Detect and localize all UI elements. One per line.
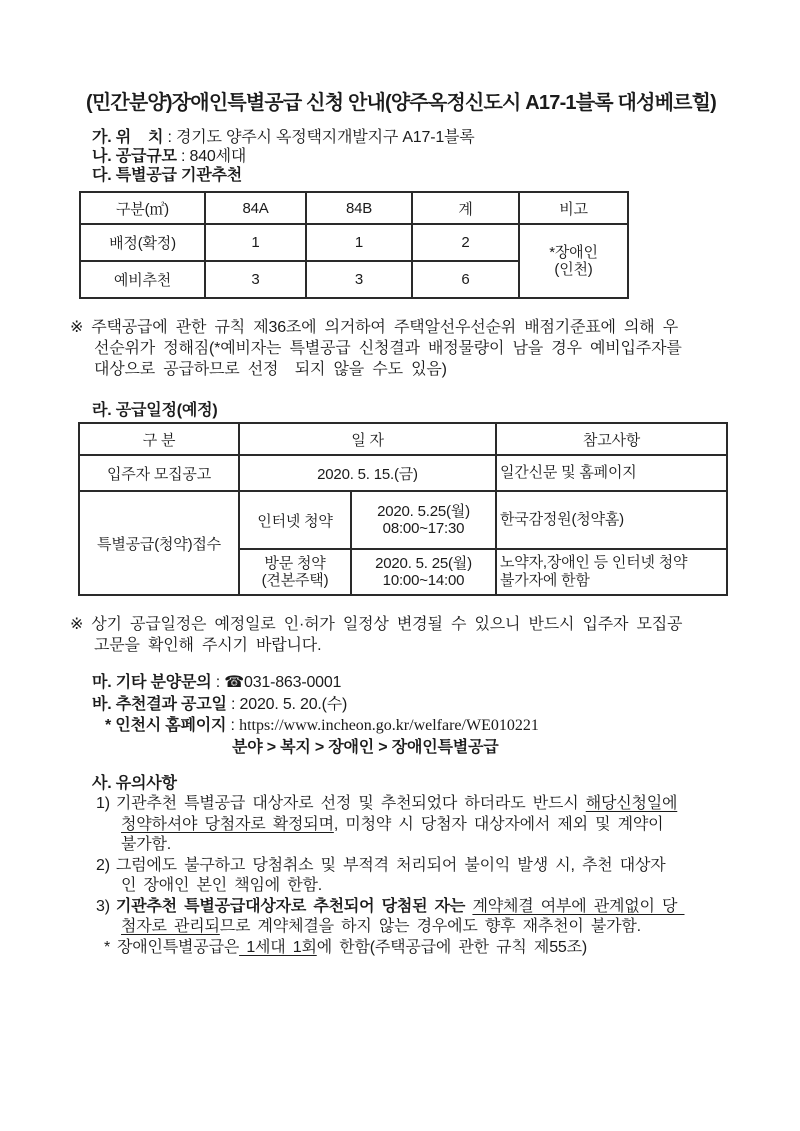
visit-date-cell (351, 549, 496, 595)
alloc-header-total: 계 (412, 192, 519, 224)
location-label: 가. 위 치 (92, 129, 164, 146)
allocation-table (79, 191, 629, 299)
schedule-change-line1: ※ 상기 공급일정은 예정일로 인·허가 일정상 변경될 수 있으니 반드시 입주자 모집공 (70, 616, 683, 633)
homepage-line: * 인천시 홈페이지 : https://www.incheon.go.kr/welfare/WE010221 (105, 717, 539, 734)
alloc-header-84a: 84A (205, 192, 306, 224)
scale-sep: : (176, 148, 190, 165)
notice-item3-line1: 3) 기관추천 특별공급대상자로 추천되어 당첨된 자는 계약체결 여부에 관계없이 당 (96, 897, 685, 915)
schedule-header-row (79, 423, 727, 455)
special-supply-label: 다. 특별공급 기관추천 (92, 167, 243, 184)
allocation-row-confirmed (80, 224, 628, 261)
alloc-confirmed-name: 배정(확정) (80, 224, 205, 261)
internet-method: 인터넷 청약 (239, 491, 351, 549)
location-sep: : (163, 129, 176, 146)
visit-method-line2: (견본주택) (261, 572, 329, 589)
alloc-header-type: 구분(㎡) (80, 192, 205, 224)
alloc-reserve-name: 예비추천 (80, 261, 205, 298)
reference-mark: ※ (70, 616, 84, 633)
homepage-label: * 인천시 홈페이지 (105, 717, 227, 734)
alloc-remark-line2: (인천) (554, 261, 593, 278)
visit-ref-line1: 노약자,장애인 등 인터넷 청약 (500, 554, 688, 571)
special-supply-line (92, 166, 732, 185)
notice-item3-line2: 첨자로 관리되므로 계약체결을 하지 않는 경우에도 향후 재추천이 불가함. (121, 918, 641, 935)
announcement-name: 입주자 모집공고 (79, 455, 239, 491)
alloc-confirmed-total: 2 (412, 224, 519, 261)
visit-date-line2: 10:00~14:00 (382, 572, 465, 589)
visit-method-cell (239, 549, 351, 595)
location-value: 경기도 양주시 옥정택지개발지구 A17-1블록 (176, 129, 475, 146)
notice-heading: 사. 유의사항 (92, 775, 177, 792)
schedule-change-note (70, 614, 732, 656)
alloc-remark-cell (519, 224, 628, 298)
alloc-confirmed-84b: 1 (306, 224, 412, 261)
schedule-header-ref: 참고사항 (496, 423, 727, 455)
scale-line (92, 147, 732, 166)
alloc-confirmed-84a: 1 (205, 224, 306, 261)
homepage-url: https://www.incheon.go.kr/welfare/WE010221 (239, 717, 539, 734)
homepage-path: 분야 > 복지 > 장애인 > 장애인특별공급 (232, 738, 499, 756)
notice-item2-line1: 2) 그럼에도 불구하고 당첨취소 및 부적격 처리되어 불이익 발생 시, 추천 대상자 (96, 856, 666, 874)
priority-note-line3: 대상으로 공급하므로 선정 되지 않을 수도 있음) (94, 361, 447, 378)
phone-number: ☎031-863-0001 (224, 674, 342, 691)
alloc-reserve-total: 6 (412, 261, 519, 298)
notice-star-line: * 장애인특별공급은 1세대 1회에 한함(주택공급에 관한 규칙 제55조) (104, 938, 587, 956)
announcement-date: 2020. 5. 15.(금) (239, 455, 496, 491)
reference-mark: ※ (70, 319, 84, 336)
location-line (92, 128, 732, 147)
inquiry-line: 마. 기타 분양문의 : ☎031-863-0001 (92, 674, 342, 691)
schedule-change-line2: 고문을 확인해 주시기 바랍니다. (94, 637, 322, 654)
visit-date-line1: 2020. 5. 25(월) (375, 555, 472, 572)
notice-item2-line2: 인 장애인 본인 책임에 한함. (121, 877, 323, 894)
inquiry-label: 마. 기타 분양문의 (92, 674, 212, 691)
allocation-header-row (80, 192, 628, 224)
schedule-header-date: 일 자 (239, 423, 496, 455)
result-date-line: 바. 추천결과 공고일 : 2020. 5. 20.(수) (92, 695, 348, 713)
internet-date-line1: 2020. 5.25(월) (377, 503, 470, 520)
schedule-heading: 라. 공급일정(예정) (92, 402, 218, 419)
alloc-header-remark: 비고 (519, 192, 628, 224)
notice-section (70, 773, 732, 958)
schedule-row-announcement (79, 455, 727, 491)
priority-note-line2: 선순위가 정해짐(*예비자는 특별공급 신청결과 배정물량이 남을 경우 예비입주자를 (94, 340, 682, 357)
page-title: (민간분양)장애인특별공급 신청 안내(양주옥정신도시 A17-1블록 대성베르힐) (85, 92, 717, 114)
notice-item1-line1: 1) 기관추천 특별공급 대상자로 선정 및 추천되었다 하더라도 반드시 해당신청일에 (96, 795, 678, 812)
announcement-ref: 일간신문 및 홈페이지 (496, 455, 727, 491)
schedule-group-name: 특별공급(청약)접수 (79, 491, 239, 595)
schedule-row-internet (79, 491, 727, 549)
notice-item1-line2: 청약하셔야 당첨자로 확정되며, 미청약 시 당첨자 대상자에서 제외 및 계약이 (121, 815, 664, 833)
scale-label: 나. 공급규모 (92, 148, 177, 165)
basic-info (92, 128, 732, 185)
visit-ref-cell (496, 549, 727, 595)
alloc-reserve-84b: 3 (306, 261, 412, 298)
alloc-remark-line1: *장애인 (549, 244, 598, 261)
internet-date-cell (351, 491, 496, 549)
contact-block (92, 672, 732, 758)
internet-date-line2: 08:00~17:30 (382, 520, 465, 537)
alloc-reserve-84a: 3 (205, 261, 306, 298)
schedule-table (78, 422, 728, 596)
priority-note (70, 317, 732, 380)
internet-ref: 한국감정원(청약홈) (496, 491, 727, 549)
visit-method-line1: 방문 청약 (264, 555, 326, 572)
result-date-label: 바. 추천결과 공고일 (92, 695, 227, 713)
result-date-value: 2020. 5. 20.(수) (239, 695, 348, 713)
notice-items (96, 794, 732, 958)
alloc-header-84b: 84B (306, 192, 412, 224)
scale-value: 840세대 (189, 148, 247, 165)
notice-item1-line3: 불가함. (121, 836, 172, 853)
schedule-header-type: 구 분 (79, 423, 239, 455)
visit-ref-line2: 불가자에 한함 (500, 572, 590, 589)
priority-note-line1: ※ 주택공급에 관한 규칙 제36조에 의거하여 주택알선우선순위 배점기준표에 의해 우 (70, 319, 679, 336)
